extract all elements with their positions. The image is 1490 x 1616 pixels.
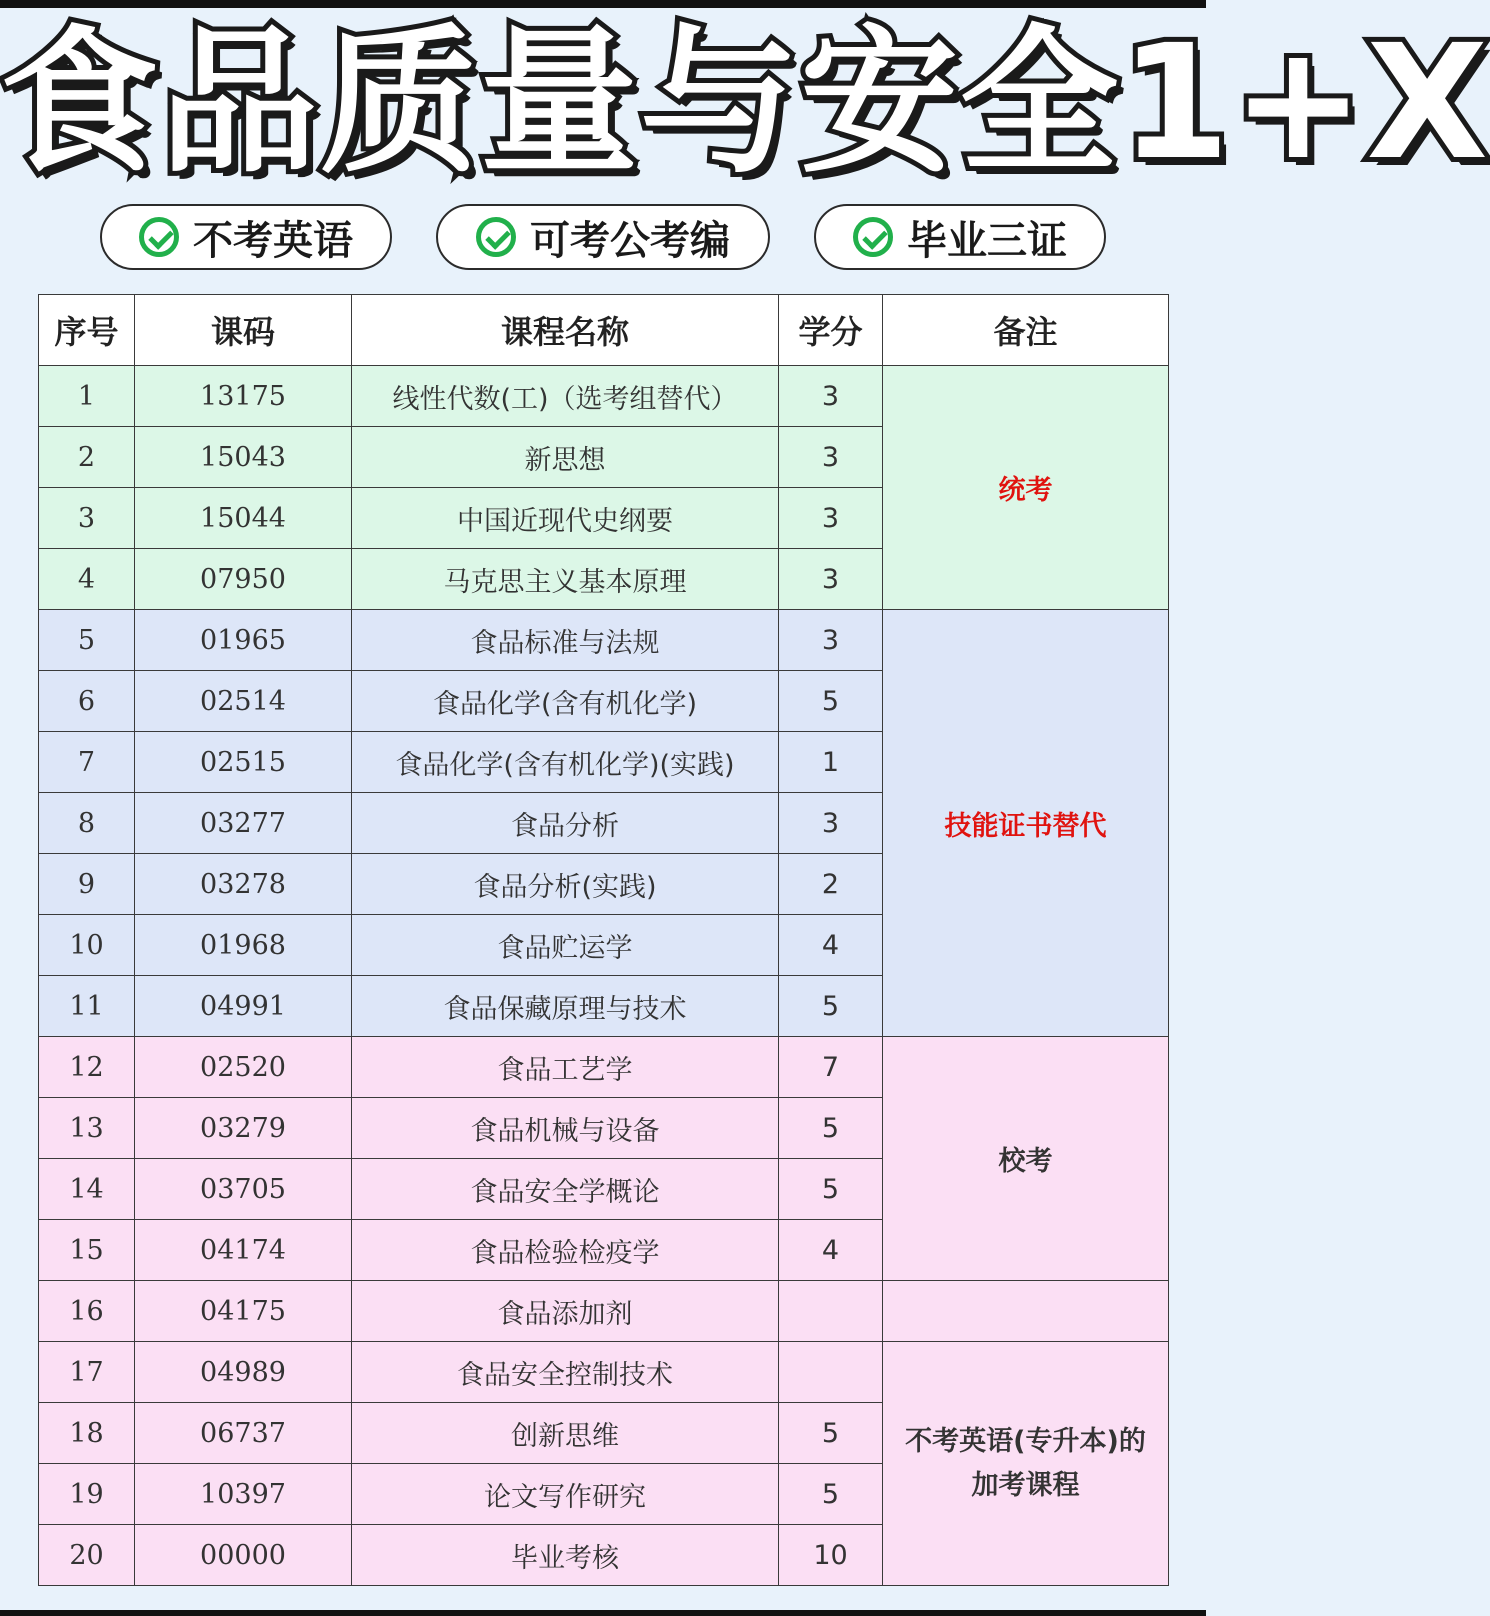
row-credit: 5	[779, 671, 883, 732]
table-row	[39, 1342, 1169, 1403]
row-code: 03277	[135, 793, 352, 854]
row-no: 13	[39, 1098, 135, 1159]
tag-no-english	[100, 204, 392, 270]
row-no: 6	[39, 671, 135, 732]
row-code: 03705	[135, 1159, 352, 1220]
header-course-name: 课程名称	[352, 295, 779, 366]
check-circle-icon	[476, 217, 516, 257]
row-credit: 3	[779, 366, 883, 427]
row-no: 1	[39, 366, 135, 427]
row-no: 8	[39, 793, 135, 854]
row-credit: 5	[779, 1098, 883, 1159]
header-credit: 学分	[779, 295, 883, 366]
row-no: 12	[39, 1037, 135, 1098]
tag-label: 不考英语	[193, 217, 353, 264]
row-credit: 3	[779, 793, 883, 854]
row-course-name: 食品贮运学	[352, 915, 779, 976]
row-code: 01965	[135, 610, 352, 671]
header-no: 序号	[39, 295, 135, 366]
row-code: 03279	[135, 1098, 352, 1159]
row-course-name: 食品化学(含有机化学)	[352, 671, 779, 732]
row-credit: 2	[779, 854, 883, 915]
row-course-name: 食品检验检疫学	[352, 1220, 779, 1281]
note-unified-exam: 统考	[883, 366, 1169, 610]
row-course-name: 创新思维	[352, 1403, 779, 1464]
row-code: 02514	[135, 671, 352, 732]
course-table	[38, 294, 1169, 1586]
row-no: 11	[39, 976, 135, 1037]
feature-tags	[0, 204, 1206, 274]
row-course-name: 食品分析	[352, 793, 779, 854]
row-no: 9	[39, 854, 135, 915]
tag-label: 可考公考编	[530, 217, 730, 264]
row-course-name: 食品安全控制技术	[352, 1342, 779, 1403]
header-note: 备注	[883, 295, 1169, 366]
row-credit: 3	[779, 488, 883, 549]
row-course-name: 食品保藏原理与技术	[352, 976, 779, 1037]
row-code: 04174	[135, 1220, 352, 1281]
row-course-name: 线性代数(工)（选考组替代）	[352, 366, 779, 427]
row-course-name: 食品工艺学	[352, 1037, 779, 1098]
row-code: 02515	[135, 732, 352, 793]
note-extra-courses	[883, 1342, 1169, 1586]
row-course-name: 食品分析(实践)	[352, 854, 779, 915]
check-circle-icon	[853, 217, 893, 257]
row-credit: 4	[779, 915, 883, 976]
row-code: 04991	[135, 976, 352, 1037]
bottom-border	[0, 1610, 1206, 1616]
row-no: 16	[39, 1281, 135, 1342]
row-credit: 5	[779, 976, 883, 1037]
note-extra-line2: 加考课程	[971, 1469, 1080, 1501]
row-code: 07950	[135, 549, 352, 610]
row-credit	[779, 1281, 883, 1342]
row-course-name: 食品安全学概论	[352, 1159, 779, 1220]
row-credit	[779, 1342, 883, 1403]
note-skill-cert: 技能证书替代	[883, 610, 1169, 1037]
row-credit: 5	[779, 1464, 883, 1525]
row-code: 10397	[135, 1464, 352, 1525]
tag-civil-exam	[436, 204, 770, 270]
row-course-name: 马克思主义基本原理	[352, 549, 779, 610]
row-code: 03278	[135, 854, 352, 915]
row-course-name: 食品机械与设备	[352, 1098, 779, 1159]
header-code: 课码	[135, 295, 352, 366]
row-credit: 3	[779, 427, 883, 488]
row-course-name: 食品标准与法规	[352, 610, 779, 671]
table-row	[39, 1037, 1169, 1098]
row-credit: 10	[779, 1525, 883, 1586]
row-code: 01968	[135, 915, 352, 976]
row-no: 4	[39, 549, 135, 610]
row-code: 15044	[135, 488, 352, 549]
row-no: 14	[39, 1159, 135, 1220]
row-code: 04175	[135, 1281, 352, 1342]
table-header-row	[39, 295, 1169, 366]
check-circle-icon	[139, 217, 179, 257]
tag-three-certs	[814, 204, 1106, 270]
row-course-name: 中国近现代史纲要	[352, 488, 779, 549]
note-extra-line1: 不考英语(专升本)的	[905, 1425, 1146, 1457]
top-border	[0, 0, 1206, 8]
tag-label: 毕业三证	[907, 217, 1067, 264]
row-credit: 4	[779, 1220, 883, 1281]
row-no: 18	[39, 1403, 135, 1464]
row-no: 10	[39, 915, 135, 976]
row-credit: 3	[779, 549, 883, 610]
row-credit: 7	[779, 1037, 883, 1098]
row-course-name: 新思想	[352, 427, 779, 488]
note-school-exam: 校考	[883, 1037, 1169, 1281]
row-no: 15	[39, 1220, 135, 1281]
row-course-name: 食品添加剂	[352, 1281, 779, 1342]
row-credit: 5	[779, 1159, 883, 1220]
row-course-name: 食品化学(含有机化学)(实践)	[352, 732, 779, 793]
row-no: 19	[39, 1464, 135, 1525]
row-no: 7	[39, 732, 135, 793]
row-no: 2	[39, 427, 135, 488]
row-no: 17	[39, 1342, 135, 1403]
table-row	[39, 1281, 1169, 1342]
row-no: 3	[39, 488, 135, 549]
table-row	[39, 366, 1169, 427]
note-empty	[883, 1281, 1169, 1342]
row-credit: 5	[779, 1403, 883, 1464]
row-course-name: 论文写作研究	[352, 1464, 779, 1525]
row-code: 00000	[135, 1525, 352, 1586]
row-code: 15043	[135, 427, 352, 488]
row-code: 02520	[135, 1037, 352, 1098]
row-no: 20	[39, 1525, 135, 1586]
row-code: 06737	[135, 1403, 352, 1464]
row-credit: 1	[779, 732, 883, 793]
table-row	[39, 610, 1169, 671]
row-code: 04989	[135, 1342, 352, 1403]
row-course-name: 毕业考核	[352, 1525, 779, 1586]
row-credit: 3	[779, 610, 883, 671]
row-code: 13175	[135, 366, 352, 427]
row-no: 5	[39, 610, 135, 671]
page-title: 食品质量与安全1+X	[0, 11, 1490, 195]
